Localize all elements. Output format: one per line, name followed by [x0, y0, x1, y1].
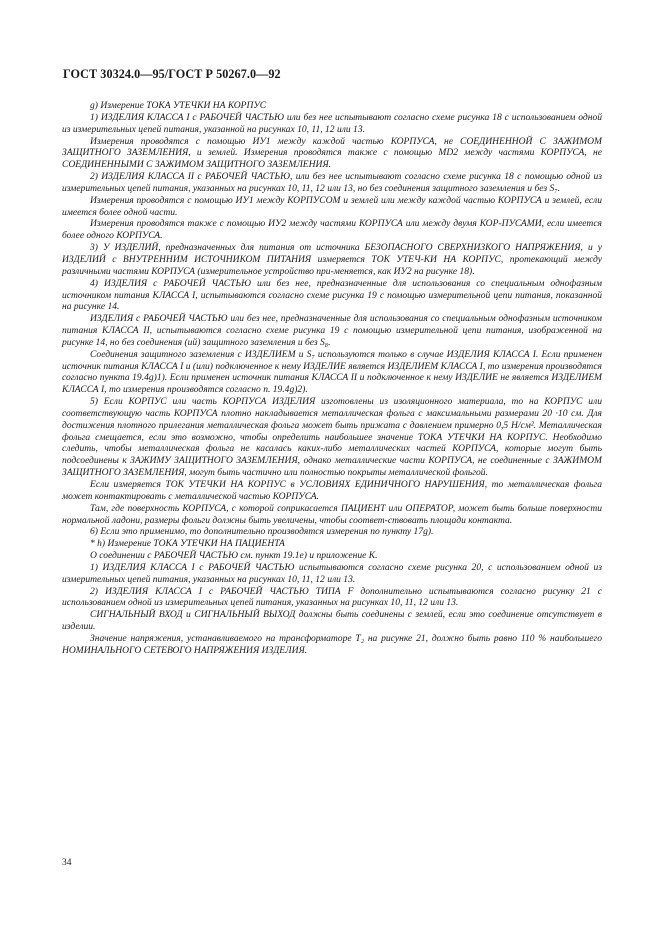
paragraph: 6) Если это применимо, то дополнительно производятся измерения по пункту 17g).	[90, 526, 434, 538]
paragraph: 5) Если КОРПУС или часть КОРПУСА ИЗДЕЛИЯ изготовлены из изоляционного материала, то на КОРПУС или соответствующую часть КОРПУСА плотно накладывается металлическая фольга с максимальными размерами 20 ·10 см. Для достижения плотного прилегания металлическая фольга может быть прижата с давлением примерно 0,5 Н/см². Металлическая фольга смещается, если это возможно, чтобы определить наибольшее значение ТОКА УТЕЧКИ НА КОРПУС. Необходимо следить, чтобы металлическая фольга не касалась каких-либо металлических частей КОРПУСА, которые могут быть подсоединены к ЗАЖИМУ ЗАЩИТНОГО ЗАЗЕМЛЕНИЯ, однако металлические части КОРПУСА, не соединенные с ЗАЖИМОМ ЗАЩИТНОГО ЗАЗЕМЛЕНИЯ, могут быть частично или полностью покрыты металлической фольгой.	[62, 396, 602, 479]
paragraph: Если измеряется ТОК УТЕЧКИ НА КОРПУС в УСЛОВИЯХ ЕДИНИЧНОГО НАРУШЕНИЯ, то металлическая фольга может контактировать с металлической частью КОРПУСА.	[62, 479, 602, 502]
paragraph: 4) ИЗДЕЛИЯ с РАБОЧЕЙ ЧАСТЬЮ или без нее, предназначенные для использования со специальным однофазным источником питания КЛАССА I, испытываются согласно схеме рисунка 19 с помощью измерительной цепи питания, показанной на рисунке 14.	[62, 277, 602, 313]
document-body	[62, 100, 602, 657]
paragraph: Измерения проводятся с помощью ИУ1 между каждой частью КОРПУСА, не СОЕДИНЕННОЙ С ЗАЖИМОМ ЗАЩИТНОГО ЗАЗЕМЛЕНИЯ, и землей. Измерения проводятся также с помощью MD2 между частями КОРПУСА, не СОЕДИНЕННЫМИ С ЗАЖИМОМ ЗАЩИТНОГО ЗАЗЕМЛЕНИЯ.	[62, 135, 602, 171]
paragraph: 3) У ИЗДЕЛИЙ, предназначенных для питания от источника БЕЗОПАСНОГО СВЕРХНИЗКОГО НАПРЯЖЕНИЯ, и у ИЗДЕЛИЙ с ВНУТРЕННИМ ИСТОЧНИКОМ ПИТАНИЯ измеряется ТОК УТЕЧ-КИ НА КОРПУС, протекающий между различными частями КОРПУСА (измерительное устройство при-меняется, как ИУ2 на рисунке 18).	[62, 242, 602, 277]
paragraph: Соединения защитного заземления с ИЗДЕЛИЕМ и S₇ используются только в случае ИЗДЕЛИЯ КЛАССА I. Если применен источник питания КЛАССА I и (или) подключенное к нему ИЗДЕЛИЕ является ИЗДЕЛИЕМ КЛАССА I, то измерения производятся согласно пункта 19.4g)1). Если применен источник питания КЛАССА II и подключенное к нему ИЗДЕЛИЕ не является ИЗДЕЛИЕМ КЛАССА I, то измерения производятся согласно п. 19.4g)2).	[62, 348, 602, 396]
paragraph: 2) ИЗДЕЛИЯ КЛАССА II с РАБОЧЕЙ ЧАСТЬЮ, или без нее испытывают согласно схеме рисунка 18 с помощью одной из измерительных цепей питания, указанных на рисунках 10, 11, 12 или 13, но без соединения защитного заземления и без S₇.	[62, 171, 602, 194]
paragraph: 1) ИЗДЕЛИЯ КЛАССА I с РАБОЧЕЙ ЧАСТЬЮ испытываются согласно схеме рисунка 20, с использованием одной из измерительных цепей питания, указанных на рисунках 10, 11, 12 или 13.	[62, 561, 602, 585]
paragraph: ИЗДЕЛИЯ с РАБОЧЕЙ ЧАСТЬЮ или без нее, предназначенные для использования со специальным однофазным источником питания КЛАССА II, испытываются согласно схеме рисунка 19 с помощью измерительной цепи питания, изображенной на рисунке 14, но без соединения (ий) защитного заземления и без S₈.	[62, 313, 602, 348]
paragraph: О соединении с РАБОЧЕЙ ЧАСТЬЮ см. пункт 19.1е) и приложение К.	[90, 550, 378, 562]
paragraph: Измерения проводятся также с помощью ИУ2 между частями КОРПУСА или между двумя КОР-ПУСАМИ, если имеется более одного КОРПУСА.	[62, 218, 602, 242]
paragraph: Там, где поверхность КОРПУСА, с которой соприкасается ПАЦИЕНТ или ОПЕРАТОР, может быть больше поверхности нормальной ладони, размеры фольги должны быть увеличены, чтобы соответ-ствовать площади контакта.	[62, 502, 602, 526]
paragraph: 2) ИЗДЕЛИЯ КЛАССА I с РАБОЧЕЙ ЧАСТЬЮ ТИПА F дополнительно испытываются согласно рисунку 21 с использованием одной из измерительных цепей питания, указанных на рисунках 10, 11, 12 или 13.	[62, 585, 602, 609]
paragraph: СИГНАЛЬНЫЙ ВХОД и СИГНАЛЬНЫЙ ВЫХОД должны быть соединены с землей, если это соединение отсутствует в изделии.	[62, 609, 602, 633]
page-header: ГОСТ 30324.0—95/ГОСТ Р 50267.0—92	[63, 67, 281, 81]
page-number: 34	[62, 858, 72, 868]
paragraph: 1) ИЗДЕЛИЯ КЛАССА I с РАБОЧЕЙ ЧАСТЬЮ или без нее испытывают согласно схеме рисунка 18 с использованием одной из измерительных цепей питания, указанной на рисунках 10, 11, 12 или 13.	[62, 111, 602, 135]
paragraph: * h) Измерение ТОКА УТЕЧКИ НА ПАЦИЕНТА	[90, 538, 285, 550]
paragraph: g) Измерение ТОКА УТЕЧКИ НА КОРПУС	[90, 100, 267, 111]
paragraph: Измерения проводятся с помощью ИУ1 между КОРПУСОМ и землей или между каждой частью КОРПУСА и землей, если имеется более одной части.	[62, 194, 602, 218]
paragraph: Значение напряжения, устанавливаемого на трансформаторе T₂ на рисунке 21, должно быть равно 110 % наибольшего НОМИНАЛЬНОГО СЕТЕВОГО НАПРЯЖЕНИЯ ИЗДЕЛИЯ.	[62, 632, 602, 656]
